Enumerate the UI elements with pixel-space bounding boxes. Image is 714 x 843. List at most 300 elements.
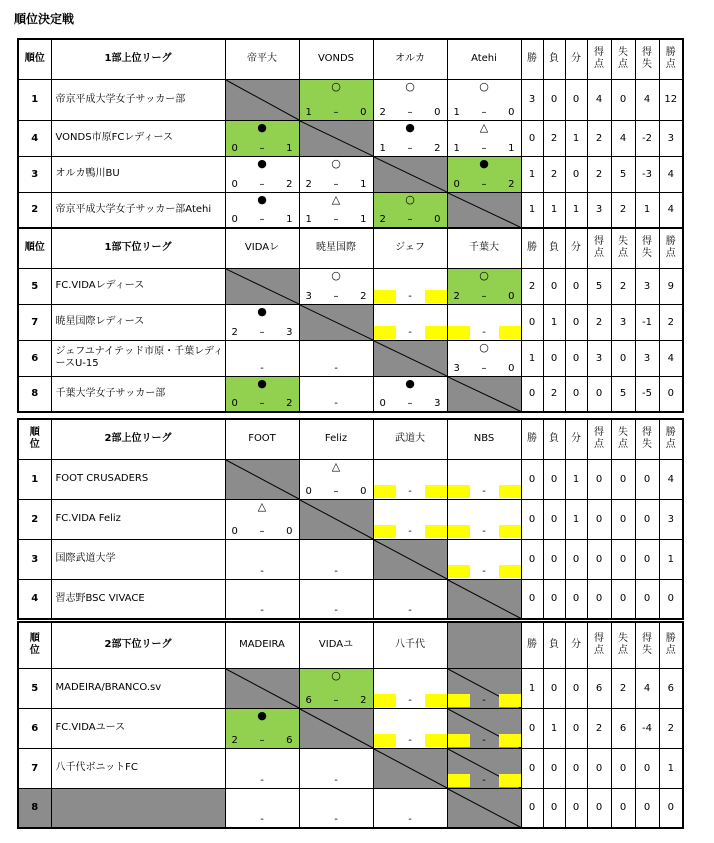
score-sep: – [259, 734, 265, 746]
score-right: 6 [286, 734, 293, 746]
diagonal-line [374, 540, 447, 579]
goals-for-header [587, 622, 611, 668]
goals-against: 5 [611, 156, 635, 192]
losses: 0 [543, 788, 565, 828]
points-header-line: 点 [665, 59, 676, 71]
points-header-line: 勝 [665, 427, 676, 439]
goal-diff: 4 [635, 668, 659, 708]
pending-dash: - [260, 814, 264, 825]
team-rank: 8 [18, 376, 51, 412]
wins: 0 [521, 120, 543, 156]
goals-against: 0 [611, 340, 635, 376]
team-rank: 3 [18, 539, 51, 579]
match-result-cell [225, 156, 299, 192]
result-box [300, 669, 373, 708]
match-result-cell [373, 192, 447, 228]
diagonal-line [374, 341, 447, 376]
goal-diff-header-line: 得 [642, 47, 652, 59]
score-left: 2 [379, 214, 386, 225]
goals-against-header [611, 39, 635, 79]
match-score [300, 179, 373, 190]
score-left: 2 [231, 326, 238, 338]
score-sep: – [333, 178, 339, 190]
points-header-line: 点 [665, 439, 676, 451]
score-sep: – [333, 290, 339, 302]
score-right: 0 [434, 106, 441, 118]
pending-dash: - [334, 565, 338, 577]
draws: 1 [565, 120, 587, 156]
goal-diff: 0 [635, 539, 659, 579]
draws: 0 [565, 376, 587, 412]
self-match-cell [447, 192, 521, 228]
team-rank: 5 [18, 668, 51, 708]
goals-against: 0 [611, 579, 635, 619]
loss-header: 負 [543, 622, 565, 668]
points-header [659, 419, 683, 459]
scheduled-match-cell [373, 268, 447, 304]
goals-against: 2 [611, 268, 635, 304]
team-name: 帝京平成大学女子サッカー部Atehi [51, 192, 225, 228]
losses: 0 [543, 268, 565, 304]
goal-diff: 0 [635, 459, 659, 499]
opponent-header: VIDAレ [225, 228, 299, 268]
result-symbol: ● [405, 120, 415, 134]
goal-diff: 3 [635, 268, 659, 304]
pending-dash: - [408, 734, 412, 746]
score-right: 2 [360, 290, 367, 302]
goals-for: 0 [587, 539, 611, 579]
points-header [659, 228, 683, 268]
result-symbol: ○ [405, 79, 415, 93]
result-symbol: ○ [331, 156, 341, 170]
result-symbol: ○ [479, 340, 489, 354]
league-name: 1部上位リーグ [51, 39, 225, 79]
losses: 1 [543, 708, 565, 748]
points: 0 [659, 579, 683, 619]
points: 6 [659, 668, 683, 708]
score-right: 2 [360, 694, 367, 706]
league-table [17, 38, 684, 229]
draw-header: 分 [565, 39, 587, 79]
self-match-cell [225, 459, 299, 499]
pending-dash: - [260, 605, 264, 616]
score-sep: – [333, 694, 339, 706]
losses: 2 [543, 120, 565, 156]
diagonal-line [226, 269, 299, 304]
team-rank: 1 [18, 459, 51, 499]
score-right: 1 [360, 214, 367, 225]
score-left: 0 [231, 398, 238, 409]
goals-for-header [587, 419, 611, 459]
score-right: 2 [508, 178, 515, 190]
goal-diff: -5 [635, 376, 659, 412]
match-score [226, 526, 299, 537]
score-left: 2 [305, 178, 312, 190]
goals-for: 0 [587, 499, 611, 539]
score-left: 2 [453, 290, 460, 302]
result-symbol: ○ [479, 268, 489, 282]
pending-dash: - [408, 326, 412, 338]
team-name: 暁星国際レディース [51, 304, 225, 340]
team-row [18, 340, 683, 376]
team-rank: 6 [18, 340, 51, 376]
team-row [18, 499, 683, 539]
losses: 0 [543, 668, 565, 708]
score-sep: – [333, 106, 339, 118]
draws: 1 [565, 192, 587, 228]
goals-against-header-line: 点 [618, 439, 628, 451]
team-rank: 4 [18, 120, 51, 156]
diagonal-line [300, 709, 373, 748]
pending-match-cell [299, 788, 373, 828]
goals-for-header-line: 点 [594, 439, 604, 451]
losses: 0 [543, 579, 565, 619]
goals-against: 0 [611, 499, 635, 539]
draw-header: 分 [565, 622, 587, 668]
team-rank: 2 [18, 499, 51, 539]
result-symbol: △ [331, 459, 341, 473]
match-score [226, 179, 299, 190]
goals-for: 0 [587, 376, 611, 412]
result-box [300, 157, 373, 192]
self-match-cell [373, 340, 447, 376]
result-box [226, 377, 299, 412]
goal-diff-header-line: 失 [642, 59, 652, 71]
self-match-cell [225, 668, 299, 708]
goals-against: 2 [611, 192, 635, 228]
wins: 0 [521, 376, 543, 412]
pending-dash: - [482, 565, 486, 577]
goals-for-header [587, 39, 611, 79]
goals-for: 6 [587, 668, 611, 708]
points: 2 [659, 304, 683, 340]
wins: 1 [521, 340, 543, 376]
diagonal-line [448, 789, 521, 828]
team-row [18, 79, 683, 120]
opponent-header: Feliz [299, 419, 373, 459]
pending-dash: - [408, 605, 412, 616]
league-name: 1部下位リーグ [51, 228, 225, 268]
result-symbol: ○ [479, 79, 489, 93]
result-symbol: ○ [331, 268, 341, 282]
diagonal-line [448, 580, 521, 619]
result-box [226, 157, 299, 192]
result-box [448, 121, 521, 156]
score-sep: – [407, 398, 413, 409]
scheduled-match-cell [373, 304, 447, 340]
result-symbol: ● [257, 708, 267, 722]
draw-header: 分 [565, 419, 587, 459]
opponent-header [447, 622, 521, 668]
score-right: 0 [434, 214, 441, 225]
rank-header: 順位 [18, 228, 51, 268]
points: 4 [659, 156, 683, 192]
match-result-cell [373, 120, 447, 156]
draws: 1 [565, 459, 587, 499]
result-box [300, 193, 373, 228]
points: 3 [659, 499, 683, 539]
match-score [226, 327, 299, 338]
score-sep: – [407, 142, 413, 154]
losses: 1 [543, 192, 565, 228]
diagonal-line [448, 377, 521, 412]
goals-for-header-line: 得 [594, 633, 604, 645]
score-right: 3 [286, 326, 293, 338]
goals-for-header-line: 得 [594, 47, 604, 59]
league-name: 2部上位リーグ [51, 419, 225, 459]
score-sep: – [333, 214, 339, 225]
score-left: 2 [231, 734, 238, 746]
diagonal-line [300, 305, 373, 340]
goals-against: 0 [611, 79, 635, 120]
wins: 0 [521, 499, 543, 539]
points: 1 [659, 539, 683, 579]
result-symbol: ● [257, 120, 267, 134]
match-result-cell [299, 79, 373, 120]
team-name: ジェフユナイテッド市原・千葉レディースU-15 [51, 340, 225, 376]
goals-for: 3 [587, 340, 611, 376]
pending-match-cell [299, 340, 373, 376]
team-name: 八千代ボニットFC [51, 748, 225, 788]
team-row [18, 268, 683, 304]
losses: 0 [543, 459, 565, 499]
score-left: 0 [231, 178, 238, 190]
match-score [448, 179, 521, 190]
score-right: 1 [286, 142, 293, 154]
self-match-cell [225, 79, 299, 120]
score-left: 1 [379, 142, 386, 154]
team-name: FC.VIDAレディース [51, 268, 225, 304]
pending-dash: - [260, 565, 264, 577]
result-symbol: ○ [405, 192, 415, 206]
loss-header: 負 [543, 39, 565, 79]
match-result-cell [447, 120, 521, 156]
goals-against-header-line: 点 [618, 248, 628, 260]
opponent-header: 八千代 [373, 622, 447, 668]
goals-for: 0 [587, 459, 611, 499]
wins: 0 [521, 788, 543, 828]
score-left: 2 [379, 106, 386, 118]
diagonal-line [226, 669, 299, 708]
goals-against-header-line: 点 [618, 59, 628, 71]
pending-dash: - [260, 774, 264, 786]
match-score [300, 291, 373, 302]
goal-diff-header-line: 失 [642, 645, 652, 657]
scheduled-match-cell [447, 459, 521, 499]
self-match-cell [447, 788, 521, 828]
result-symbol: △ [479, 120, 489, 134]
self-match-cell [299, 120, 373, 156]
header-row [18, 622, 683, 668]
points-header-line: 勝 [665, 633, 676, 645]
losses: 0 [543, 340, 565, 376]
score-left: 1 [453, 106, 460, 118]
wins: 0 [521, 539, 543, 579]
team-rank: 6 [18, 708, 51, 748]
diagonal-line [374, 749, 447, 788]
goals-for: 4 [587, 79, 611, 120]
pending-dash: - [260, 362, 264, 374]
league-table [17, 418, 684, 620]
page-title: 順位決定戦 [14, 12, 75, 26]
match-result-cell [299, 156, 373, 192]
result-symbol: △ [331, 192, 341, 206]
goal-diff: -3 [635, 156, 659, 192]
wins: 2 [521, 268, 543, 304]
match-score [300, 214, 373, 225]
goal-diff: -4 [635, 708, 659, 748]
team-rank: 5 [18, 268, 51, 304]
points: 0 [659, 376, 683, 412]
goal-diff-header [635, 419, 659, 459]
goals-against-header-line: 失 [618, 633, 628, 645]
opponent-header: VIDAユ [299, 622, 373, 668]
score-right: 0 [508, 106, 515, 118]
match-score [226, 143, 299, 154]
score-left: 6 [305, 694, 312, 706]
result-box [226, 709, 299, 748]
goal-diff: -2 [635, 120, 659, 156]
score-right: 2 [286, 178, 293, 190]
goal-diff-header-line: 得 [642, 236, 652, 248]
pending-dash: - [482, 774, 486, 786]
opponent-header: FOOT [225, 419, 299, 459]
self-match-cell [373, 748, 447, 788]
team-rank: 8 [18, 788, 51, 828]
pending-match-cell [373, 579, 447, 619]
league-table [17, 621, 684, 829]
goal-diff: 0 [635, 748, 659, 788]
result-symbol: ● [479, 156, 489, 170]
result-symbol: △ [257, 499, 267, 513]
goals-for-header-line: 点 [594, 248, 604, 260]
scheduled-match-cell [447, 708, 521, 748]
draws: 0 [565, 79, 587, 120]
draws: 0 [565, 788, 587, 828]
pending-match-cell [373, 788, 447, 828]
goal-diff: -1 [635, 304, 659, 340]
goals-against: 0 [611, 748, 635, 788]
rank-header: 順位 [18, 39, 51, 79]
match-result-cell [447, 268, 521, 304]
result-symbol: ● [257, 304, 267, 318]
result-box [374, 193, 447, 228]
result-box [300, 460, 373, 499]
win-header: 勝 [521, 419, 543, 459]
goals-against-header-line: 点 [618, 645, 628, 657]
pending-dash: - [482, 525, 486, 537]
points: 2 [659, 708, 683, 748]
draws: 0 [565, 268, 587, 304]
points-header [659, 622, 683, 668]
match-score [226, 735, 299, 746]
match-score [226, 398, 299, 409]
goal-diff-header-line: 得 [642, 633, 652, 645]
match-result-cell [373, 376, 447, 412]
match-score [226, 214, 299, 225]
points-header-line: 勝 [665, 236, 676, 248]
score-right: 0 [508, 290, 515, 302]
match-result-cell [373, 79, 447, 120]
team-name: オルカ鴨川BU [51, 156, 225, 192]
score-right: 1 [360, 178, 367, 190]
self-match-cell [447, 376, 521, 412]
goal-diff: 1 [635, 192, 659, 228]
pending-dash: - [408, 814, 412, 825]
result-box [226, 500, 299, 539]
draws: 0 [565, 539, 587, 579]
goals-for: 3 [587, 192, 611, 228]
header-row [18, 228, 683, 268]
team-name: 国際武道大学 [51, 539, 225, 579]
result-box [448, 341, 521, 376]
diagonal-line [226, 460, 299, 499]
team-row [18, 668, 683, 708]
header-row [18, 419, 683, 459]
losses: 2 [543, 376, 565, 412]
pending-match-cell [299, 748, 373, 788]
draws: 0 [565, 579, 587, 619]
goal-diff-header-line: 得 [642, 427, 652, 439]
result-box [448, 157, 521, 192]
points: 4 [659, 459, 683, 499]
match-score [300, 486, 373, 497]
score-left: 0 [231, 525, 238, 537]
goals-for: 2 [587, 304, 611, 340]
draws: 0 [565, 668, 587, 708]
team-rank: 7 [18, 304, 51, 340]
goal-diff: 0 [635, 579, 659, 619]
team-row [18, 708, 683, 748]
goals-against-header-line: 失 [618, 427, 628, 439]
scheduled-match-cell [373, 668, 447, 708]
pending-dash: - [482, 694, 486, 706]
score-sep: – [481, 178, 487, 190]
pending-dash: - [334, 398, 338, 409]
result-symbol: ○ [331, 668, 341, 682]
win-header: 勝 [521, 228, 543, 268]
score-right: 0 [360, 106, 367, 118]
points: 0 [659, 788, 683, 828]
score-left: 3 [305, 290, 312, 302]
goal-diff: 0 [635, 788, 659, 828]
team-name: VONDS市原FCレディース [51, 120, 225, 156]
pending-match-cell [225, 579, 299, 619]
goals-for: 0 [587, 579, 611, 619]
result-symbol: ● [257, 156, 267, 170]
draws: 0 [565, 156, 587, 192]
match-result-cell [447, 79, 521, 120]
losses: 0 [543, 499, 565, 539]
opponent-header: MADEIRA [225, 622, 299, 668]
goal-diff: 3 [635, 340, 659, 376]
team-row [18, 788, 683, 828]
match-result-cell [225, 499, 299, 539]
score-sep: – [407, 106, 413, 118]
pending-match-cell [299, 376, 373, 412]
score-right: 0 [286, 525, 293, 537]
pending-match-cell [225, 748, 299, 788]
scheduled-match-cell [447, 499, 521, 539]
score-sep: – [481, 142, 487, 154]
match-result-cell [447, 340, 521, 376]
match-score [300, 695, 373, 706]
losses: 0 [543, 539, 565, 579]
diagonal-line [300, 121, 373, 156]
goals-against: 0 [611, 459, 635, 499]
goals-for: 0 [587, 748, 611, 788]
goals-against-header [611, 228, 635, 268]
